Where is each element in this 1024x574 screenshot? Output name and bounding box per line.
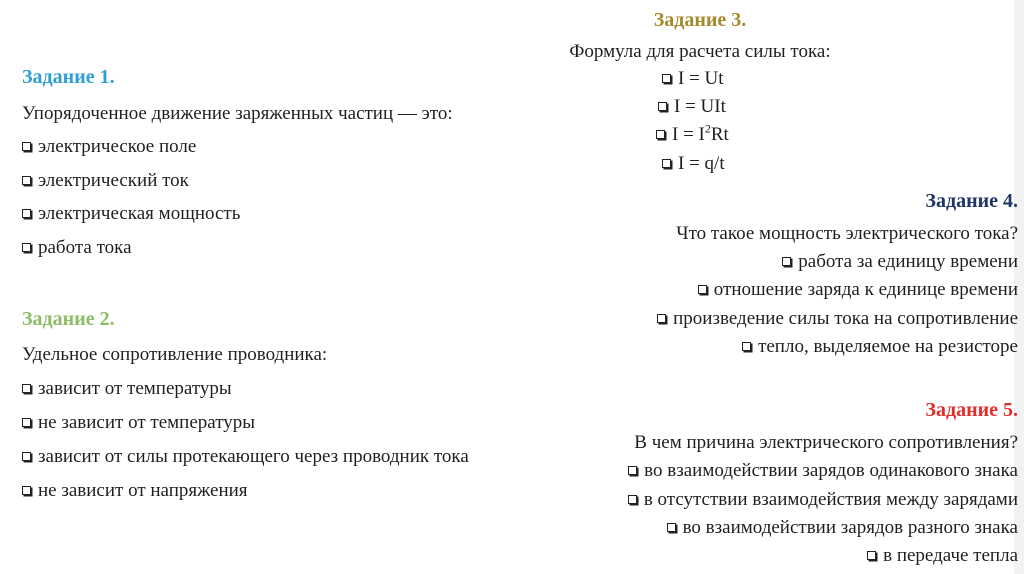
task1-option-3[interactable]: электрическая мощность <box>22 202 240 226</box>
task4-option-4[interactable]: тепло, выделяемое на резисторе <box>742 335 1018 359</box>
task1-option-2[interactable]: электрический ток <box>22 169 189 193</box>
task3-option-4[interactable]: I = q/t <box>662 152 725 176</box>
task5-question: В чем причина электрического сопротивления? <box>634 432 1018 453</box>
task4-question: Что такое мощность электрического тока? <box>676 223 1018 244</box>
task5-title: Задание 5. <box>925 399 1018 421</box>
task2-option-2[interactable]: не зависит от температуры <box>22 411 255 435</box>
task1-option-4[interactable]: работа тока <box>22 236 132 260</box>
checkbox-icon[interactable] <box>22 142 31 151</box>
task1-question: Упорядоченное движение заряженных частиц — это: <box>22 103 453 124</box>
task2-option-1[interactable]: зависит от температуры <box>22 377 232 401</box>
task1-option-1[interactable]: электрическое поле <box>22 135 196 159</box>
task2-option-3[interactable]: зависит от силы протекающего через проводник тока <box>22 445 469 469</box>
checkbox-icon[interactable] <box>22 452 31 461</box>
checkbox-icon[interactable] <box>22 209 31 218</box>
task2-option-4[interactable]: не зависит от напряжения <box>22 479 248 503</box>
task5-option-4[interactable]: в передаче тепла <box>867 544 1018 568</box>
task3-question: Формула для расчета силы тока: <box>569 41 831 62</box>
checkbox-icon[interactable] <box>867 551 876 560</box>
checkbox-icon[interactable] <box>628 495 637 504</box>
checkbox-icon[interactable] <box>22 176 31 185</box>
task4-option-2[interactable]: отношение заряда к единице времени <box>698 278 1018 302</box>
task1-title: Задание 1. <box>22 66 115 88</box>
task4-option-3[interactable]: произведение силы тока на сопротивление <box>657 307 1018 331</box>
checkbox-icon[interactable] <box>22 418 31 427</box>
task5-option-3[interactable]: во взаимодействии зарядов разного знака <box>667 516 1018 540</box>
checkbox-icon[interactable] <box>698 285 707 294</box>
checkbox-icon[interactable] <box>667 523 676 532</box>
checkbox-icon[interactable] <box>22 486 31 495</box>
task5-option-1[interactable]: во взаимодействии зарядов одинакового знака <box>628 459 1018 483</box>
checkbox-icon[interactable] <box>22 243 31 252</box>
task5-option-2[interactable]: в отсутствии взаимодействия между зарядами <box>628 488 1018 512</box>
checkbox-icon[interactable] <box>742 342 751 351</box>
checkbox-icon[interactable] <box>662 74 671 83</box>
task4-title: Задание 4. <box>925 190 1018 212</box>
checkbox-icon[interactable] <box>658 102 667 111</box>
task4-option-1[interactable]: работа за единицу времени <box>782 250 1018 274</box>
checkbox-icon[interactable] <box>22 384 31 393</box>
checkbox-icon[interactable] <box>782 257 791 266</box>
checkbox-icon[interactable] <box>662 159 671 168</box>
checkbox-icon[interactable] <box>628 466 637 475</box>
task2-title: Задание 2. <box>22 308 115 330</box>
checkbox-icon[interactable] <box>656 130 665 139</box>
checkbox-icon[interactable] <box>657 314 666 323</box>
task2-question: Удельное сопротивление проводника: <box>22 344 328 365</box>
task3-option-2[interactable]: I = UIt <box>658 95 726 119</box>
task3-title: Задание 3. <box>653 9 747 31</box>
task3-option-1[interactable]: I = Ut <box>662 67 724 91</box>
superscript-2: 2 <box>704 121 711 136</box>
task3-option-3[interactable]: $I = I^2Rt$ <box>656 123 729 147</box>
